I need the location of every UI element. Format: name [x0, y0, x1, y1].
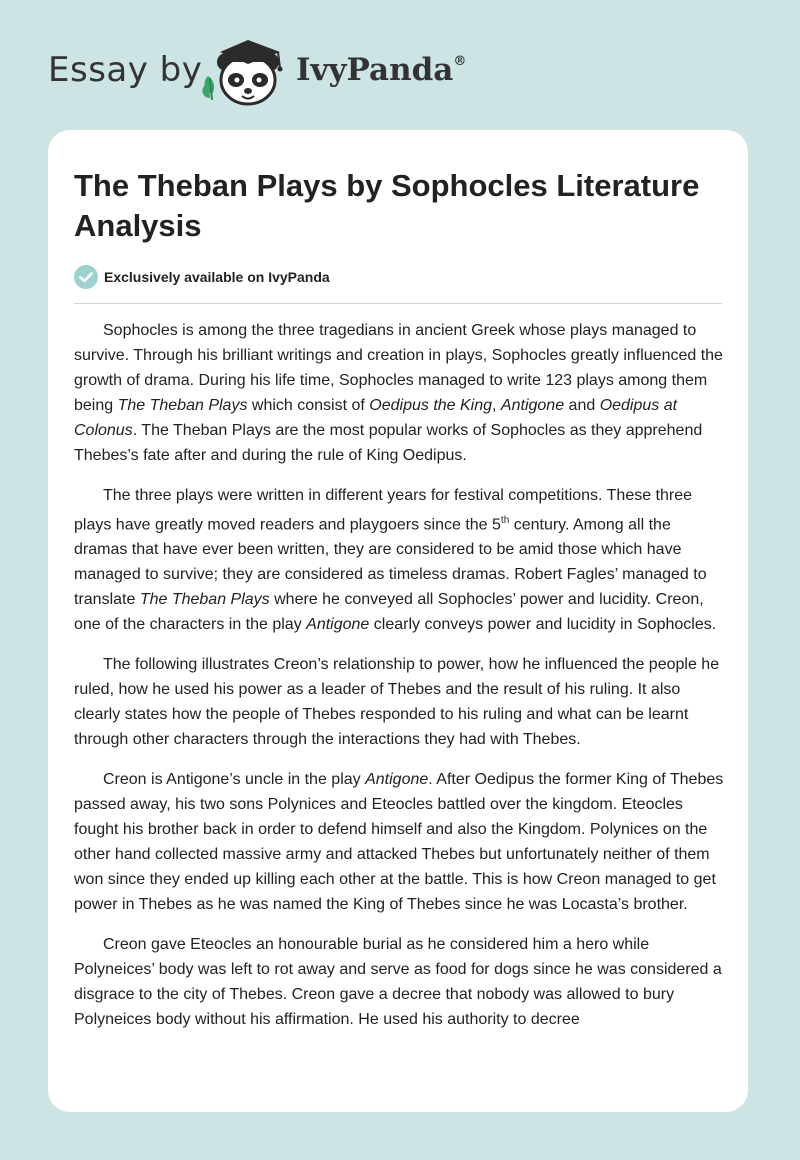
text-run: century. Among all the dramas that have ever been written, they are considered to be amid those which have managed to survive; they are considered as timeless dramas. Robert Fagles’ managed to translate [74, 516, 707, 609]
text-run: . After Oedipus the former King of Thebes passed away, his two sons Polynices and Eteocles battled over the kingdom. Eteocles fought his brother back in order to defend himself and also the Kingdom. Polynices on the other hand collected massive army and attacked Thebes but unfortunately neither of them won since they ended up killing each other at the battle. This is how Creon managed to get power in Thebes as he was named the King of Thebes since he was Locasta’s brother. [74, 771, 724, 914]
text-run: clearly conveys power and lucidity in Sophocles. [369, 616, 717, 634]
paragraph [74, 318, 724, 468]
text-run: The three plays were written in different years for festival competitions. These three plays have greatly moved readers and playgoers since the 5 [74, 487, 693, 534]
italic-title: The Theban Plays [117, 397, 248, 414]
text-run: Creon is Antigone’s uncle in the play [103, 771, 366, 789]
superscript: th [500, 515, 510, 526]
italic-title: Oedipus at Colonus [74, 397, 678, 439]
panda-graduate-icon[interactable] [200, 36, 292, 108]
text-run: and [564, 397, 600, 414]
exclusive-label: Exclusively available on IvyPanda [104, 269, 330, 285]
text-run: which consist of [247, 397, 370, 414]
divider [74, 303, 722, 304]
text-run: The following illustrates Creon’s relationship to power, how he influenced the people he ruled, how he used his power as a leader of Thebes and the result of his ruling. It also clearly states how the people of Thebes responded to his ruling and what can be learnt through other characters through the interactions they had with Thebes. [74, 656, 720, 749]
italic-title: Antigone [365, 771, 429, 789]
paragraph [74, 483, 724, 637]
text-run: . The Theban Plays are the most popular works of Sophocles as they apprehend Thebes’s fate after and during the rule of King Oedipus. [74, 422, 703, 464]
check-circle-icon [74, 265, 98, 289]
paragraph [74, 652, 724, 752]
exclusive-badge [74, 264, 330, 290]
italic-title: Antigone [500, 397, 565, 414]
paragraph [74, 932, 724, 1032]
text-run: , [492, 397, 501, 414]
italic-title: Antigone [306, 616, 370, 634]
text-run: Sophocles is among the three tragedians in ancient Greek whose plays managed to survive. Through his brilliant writings and creation in plays, Sophocles greatly influenced the growth of drama. During his life time, Sophocles managed to write 123 plays among them being [74, 322, 723, 414]
trademark-symbol: ® [453, 54, 467, 69]
text-run: Creon gave Eteocles an honourable burial as he considered him a hero while Polyneices’ body was left to rot away and serve as food for dogs since he was considered a disgrace to the city of Thebes. Creon gave a decree that nobody was allowed to bury Polyneices body without his affirmation. He used his authority to decree [74, 936, 722, 1029]
article-body [74, 318, 724, 1047]
brand-name[interactable]: IvyPanda® [296, 52, 467, 88]
italic-title: The Theban Plays [139, 591, 270, 609]
paragraph [74, 767, 724, 917]
article-title: The Theban Plays by Sophocles Literature Analysis [74, 168, 700, 243]
italic-title: Oedipus the King [369, 397, 493, 414]
article-card [48, 130, 748, 1112]
essay-by-label: Essay by [48, 50, 203, 90]
site-header [0, 0, 800, 130]
text-run: where he conveyed all Sophocles’ power and lucidity. Creon, one of the characters in the play [74, 591, 704, 634]
